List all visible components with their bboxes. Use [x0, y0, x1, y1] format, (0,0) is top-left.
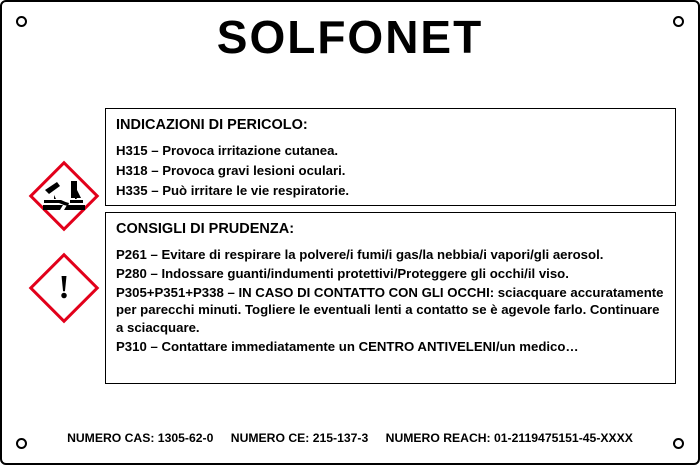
- precaution-box-heading: CONSIGLI DI PRUDENZA:: [116, 221, 295, 237]
- hazard-statement: H318 – Provoca gravi lesioni oculari.: [116, 162, 346, 178]
- precautionary-statement: P310 – Contattare immediatamente un CENTRO ANTIVELENI/un medico…: [116, 339, 579, 355]
- ce-number: NUMERO CE: 215-137-3: [230, 431, 369, 445]
- hazard-statement: H335 – Può irritare le vie respiratorie.: [116, 182, 350, 198]
- pictogram-column: [30, 162, 102, 346]
- precautionary-statement: P261 – Evitare di respirare la polvere/i fumi/i gas/la nebbia/i vapori/gli aerosol.: [116, 247, 604, 262]
- hazard-box-heading: INDICAZIONI DI PERICOLO:: [116, 117, 308, 133]
- hazard-statements-box: [105, 108, 676, 206]
- precautionary-statements-box: [105, 212, 676, 384]
- identification-numbers: [2, 431, 698, 445]
- precautionary-statement: P305+P351+P338 – IN CASO DI CONTATTO CON GLI OCCHI: sciacquare accuratamente per parecchi minuti. Togliere le eventuali lenti a contatto se è agevole farlo. Continuare a sciacquare.: [116, 284, 664, 336]
- exclamation-glyph: !: [58, 269, 70, 306]
- exclamation-icon: [30, 254, 98, 322]
- reach-number: NUMERO REACH: 01-2119475151-45-XXXX: [385, 431, 633, 445]
- corrosion-icon: [30, 162, 98, 230]
- hazard-statement: H315 – Provoca irritazione cutanea.: [116, 143, 339, 158]
- page-title: SOLFONET: [216, 11, 484, 63]
- cas-number: NUMERO CAS: 1305-62-0: [67, 431, 214, 445]
- corrosion-pictogram: [30, 162, 98, 230]
- exclamation-mark-pictogram: [30, 254, 98, 322]
- precautionary-statement: P280 – Indossare guanti/indumenti protettivi/Proteggere gli occhi/il viso.: [116, 265, 569, 281]
